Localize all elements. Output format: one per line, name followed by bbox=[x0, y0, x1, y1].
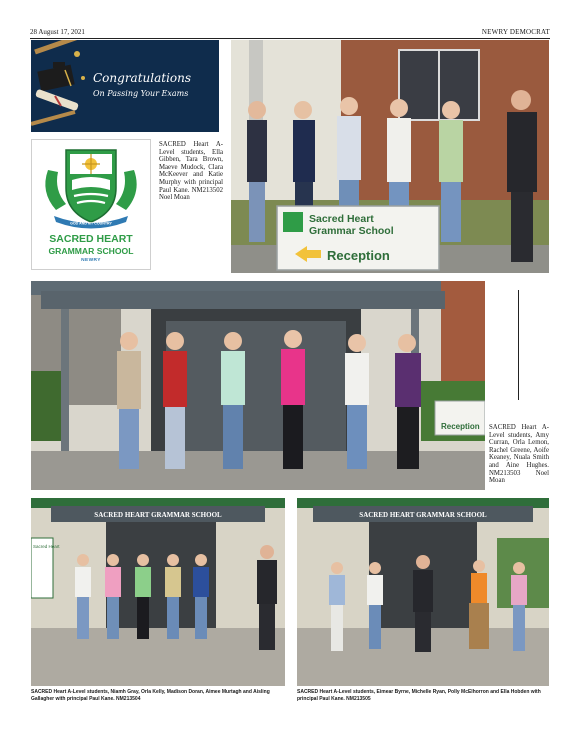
school-name-line2: GRAMMAR SCHOOL bbox=[48, 246, 134, 256]
congratulations-banner bbox=[31, 40, 219, 132]
canopy-sign-text: SACRED HEART GRAMMAR SCHOOL bbox=[359, 511, 487, 519]
canopy-sign-text: SACRED HEART GRAMMAR SCHOOL bbox=[94, 511, 222, 519]
newspaper-name: NEWRY DEMOCRAT bbox=[481, 28, 550, 36]
sign-school-line2: Grammar School bbox=[309, 225, 394, 237]
graduation-props-art bbox=[31, 40, 219, 132]
caption-middle-photo: SACRED Heart A-Level students, Amy Curran, Orla Lemon, Rachel Greene, Aoife Keaney, Nuala Smith and Aine Hughes. NM213503 Noel Moan bbox=[489, 424, 549, 485]
column-rule bbox=[518, 290, 519, 400]
school-logo bbox=[31, 139, 151, 270]
banner-title: Congratulations bbox=[93, 71, 192, 85]
right-laurel-icon bbox=[116, 170, 137, 210]
left-board-text: Sacred Heart bbox=[33, 544, 60, 549]
reception-sign bbox=[277, 206, 439, 270]
issue-date: 28 August 17, 2021 bbox=[30, 28, 85, 36]
banner-subtitle: On Passing Your Exams bbox=[93, 89, 189, 98]
school-motto: GOD AND MY COUNTRY bbox=[70, 221, 112, 226]
photo-students-bottom-right bbox=[297, 498, 549, 686]
school-town: NEWRY bbox=[81, 258, 101, 263]
left-laurel-icon bbox=[45, 170, 66, 210]
side-reception-sign: Reception bbox=[441, 422, 480, 431]
entrance-canopy bbox=[41, 291, 445, 309]
school-name-line1: SACRED HEART bbox=[49, 233, 133, 245]
photo-students-reception bbox=[231, 40, 549, 273]
caption-bottom-left: SACRED Heart A-Level students, Niamh Gray, Orla Kelly, Madison Doran, Aimee Murtagh and Aisling Gallagher with principal Paul Kane. NM213504 bbox=[31, 689, 270, 702]
photo-students-canopy bbox=[31, 281, 485, 490]
school-crest-icon bbox=[32, 140, 150, 232]
page-header bbox=[30, 27, 550, 39]
sign-school-line1: Sacred Heart bbox=[309, 213, 374, 225]
photo-students-bottom-left bbox=[31, 498, 285, 686]
caption-top-photo: SACRED Heart A-Level students, Ella Gibben, Tara Brown, Maeve Mudock, Clara McKeever and Katie Murphy with principal Paul Kane. NM213502 Noel Moan bbox=[159, 141, 223, 202]
sign-reception-text: Reception bbox=[327, 248, 390, 263]
caption-bottom-right: SACRED Heart A-Level students, Eimear Byrne, Michelle Ryan, Polly McElhorron and Ella Hobden with principal Paul Kane. NM213505 bbox=[297, 689, 541, 702]
